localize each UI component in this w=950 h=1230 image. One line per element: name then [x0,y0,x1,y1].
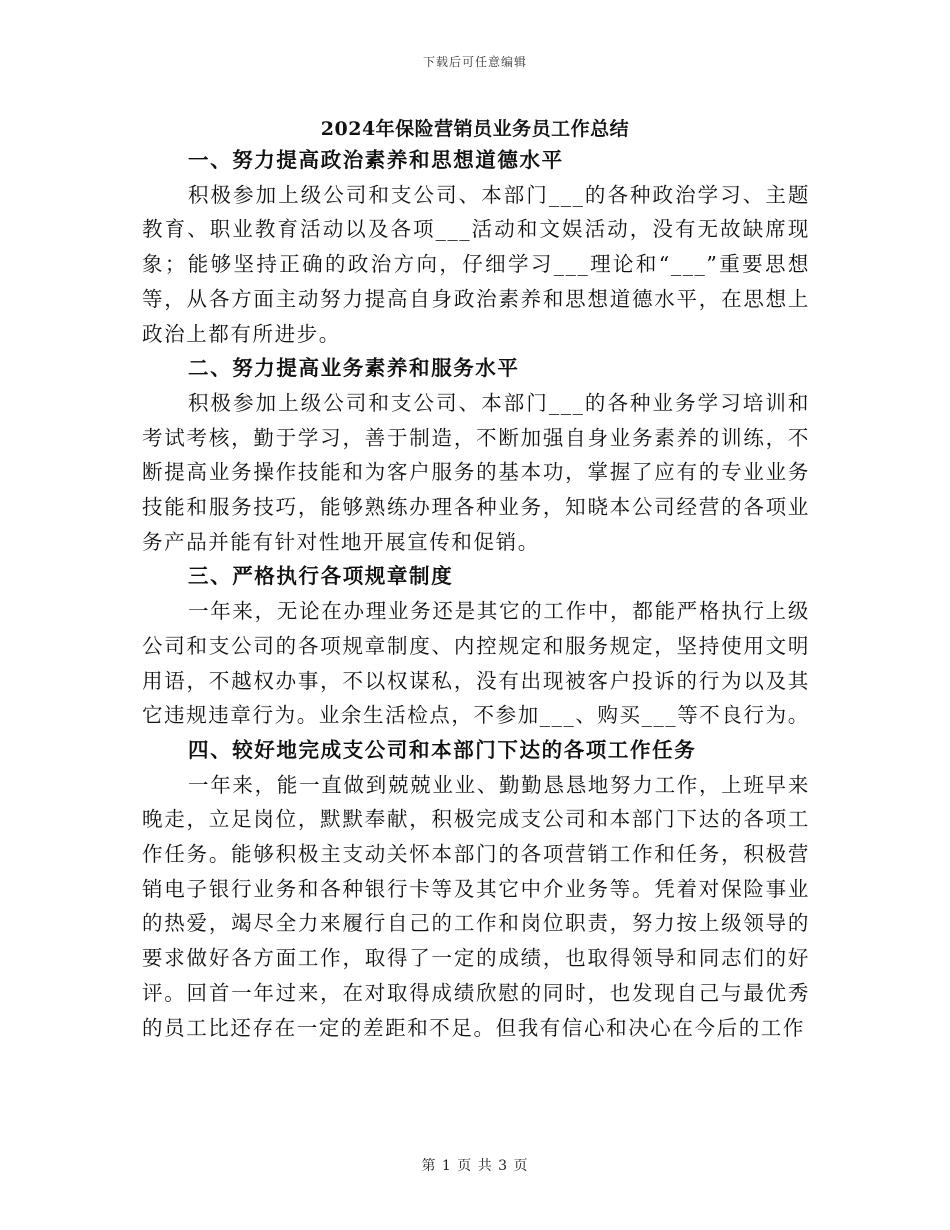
page-footer: 第 1 页 共 3 页 [421,1158,529,1174]
section-paragraph-3: 一年来，无论在办理业务还是其它的工作中，都能严格执行上级公司和支公司的各项规章制度、内控规定和服务规定，坚持使用文明用语，不越权办事，不以权谋私，没有出现被客户投诉的行为以及其它违规违章行为。业余生活检点，不参加___、购买___等不良行为。 [142,599,810,728]
header-note: 下载后可任意编辑 [422,55,527,69]
document-title: 2024年保险营销员业务员工作总结 [320,118,630,140]
document-body [142,143,810,1045]
section-paragraph-4: 一年来，能一直做到兢兢业业、勤勤恳恳地努力工作，上班早来晚走，立足岗位，默默奉献，积极完成支公司和本部门下达的各项工作任务。能够积极主支动关怀本部门的各项营销工作和任务，积极营销电子银行业务和各种银行卡等及其它中介业务等。凭着对保险事业的热爱，竭尽全力来履行自己的工作和岗位职责，努力按上级领导的要求做好各方面工作，取得了一定的成绩，也取得领导和同志们的好评。回首一年过来，在对取得成绩欣慰的同时，也发现自己与最优秀的员工比还存在一定的差距和不足。但我有信心和决心在今后的工作 [142,772,810,1040]
section-heading-3: 三、严格执行各项规章制度 [188,564,454,589]
section-paragraph-1: 积极参加上级公司和支公司、本部门___的各种政治学习、主题教育、职业教育活动以及各项___活动和文娱活动，没有无故缺席现象；能够坚持正确的政治方向，仔细学习___理论和“___”重要思想等，从各方面主动努力提高自身政治素养和思想道德水平，在思想上政治上都有所进步。 [142,182,810,346]
section-heading-1: 一、努力提高政治素养和思想道德水平 [188,148,564,172]
section-paragraph-2: 积极参加上级公司和支公司、本部门___的各种业务学习培训和考试考核，勤于学习，善于制造，不断加强自身业务素养的训练，不断提高业务操作技能和为客户服务的基本功，掌握了应有的专业业务技能和服务技巧，能够熟练办理各种业务，知晓本公司经营的各项业务产品并能有针对性地开展宣传和促销。 [142,390,810,554]
section-heading-4: 四、较好地完成支公司和本部门下达的各项工作任务 [188,737,697,762]
section-heading-2: 二、努力提高业务素养和服务水平 [188,356,520,381]
